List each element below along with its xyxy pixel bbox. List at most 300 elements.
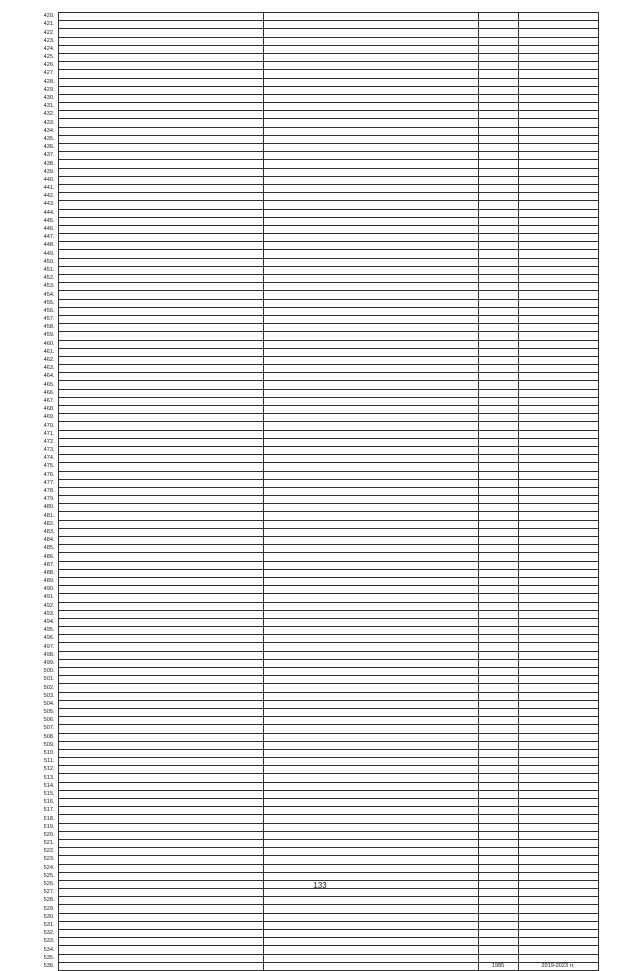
work-description-cell [263,684,478,692]
row-number: 473. [43,447,55,454]
period-cell: 2019-2023 гг. [518,962,598,970]
year-cell [478,119,518,127]
year-cell [478,700,518,708]
row-number: 536. [43,962,55,969]
table-row [38,160,598,168]
period-cell [518,307,598,315]
table-row [38,111,598,119]
period-cell [518,324,598,332]
address-cell [58,184,263,192]
row-number: 485. [43,545,55,552]
address-cell [58,414,263,422]
work-description-cell [263,234,478,242]
address-cell [58,258,263,266]
row-number: 457. [43,316,55,323]
address-cell [58,373,263,381]
row-number: 428. [43,78,55,85]
row-number: 472. [43,438,55,445]
year-cell [478,430,518,438]
year-cell [478,381,518,389]
year-cell [478,37,518,45]
work-description-cell [263,111,478,119]
work-description-cell [263,553,478,561]
address-cell [58,741,263,749]
work-description-cell [263,160,478,168]
year-cell [478,749,518,757]
period-cell [518,520,598,528]
address-cell [58,266,263,274]
year-cell [478,553,518,561]
row-number: 493. [43,610,55,617]
table-row [38,815,598,823]
table-row [38,119,598,127]
row-number: 445. [43,217,55,224]
year-cell [478,790,518,798]
table-row [38,291,598,299]
period-cell [518,864,598,872]
address-cell [58,291,263,299]
table-row [38,938,598,946]
row-number: 519. [43,823,55,830]
row-number: 492. [43,602,55,609]
table-row [38,708,598,716]
address-cell [58,144,263,152]
year-cell [478,176,518,184]
address-cell [58,872,263,880]
address-cell [58,659,263,667]
work-description-cell [263,610,478,618]
address-cell [58,569,263,577]
work-table-body [38,13,598,971]
year-cell [478,225,518,233]
work-description-cell [263,758,478,766]
work-description-cell [263,577,478,585]
period-cell [518,954,598,962]
address-cell [58,94,263,102]
address-cell [58,201,263,209]
table-row [38,414,598,422]
row-number: 479. [43,496,55,503]
table-row [38,807,598,815]
period-cell [518,176,598,184]
year-cell [478,463,518,471]
address-cell [58,70,263,78]
period-cell [518,45,598,53]
address-cell [58,78,263,86]
row-number: 522. [43,848,55,855]
year-cell [478,45,518,53]
period-cell [518,250,598,258]
year-cell [478,569,518,577]
period-cell [518,365,598,373]
work-description-cell [263,807,478,815]
period-cell [518,446,598,454]
table-row [38,790,598,798]
work-description-cell [263,848,478,856]
address-cell [58,479,263,487]
period-cell [518,807,598,815]
year-cell [478,111,518,119]
period-cell [518,275,598,283]
work-description-cell [263,184,478,192]
address-cell [58,676,263,684]
row-number: 423. [43,37,55,44]
row-number: 453. [43,283,55,290]
year-cell [478,627,518,635]
row-number: 484. [43,537,55,544]
work-description-cell [263,119,478,127]
address-cell [58,528,263,536]
address-cell [58,446,263,454]
work-description-cell [263,438,478,446]
row-number: 458. [43,324,55,331]
work-description-cell [263,242,478,250]
period-cell [518,455,598,463]
address-cell [58,725,263,733]
year-cell [478,168,518,176]
work-description-cell [263,446,478,454]
address-cell [58,610,263,618]
period-cell [518,193,598,201]
period-cell [518,332,598,340]
row-number: 531. [43,921,55,928]
address-cell [58,758,263,766]
table-row [38,94,598,102]
period-cell [518,774,598,782]
row-number: 438. [43,160,55,167]
address-cell [58,512,263,520]
row-number: 462. [43,357,55,364]
year-cell [478,823,518,831]
table-row [38,561,598,569]
address-cell [58,692,263,700]
row-number: 437. [43,152,55,159]
work-description-cell [263,561,478,569]
work-description-cell [263,94,478,102]
address-cell [58,299,263,307]
address-cell [58,815,263,823]
row-number: 507. [43,725,55,732]
work-description-cell [263,594,478,602]
table-row [38,627,598,635]
row-number: 449. [43,250,55,257]
work-description-cell [263,954,478,962]
address-cell [58,365,263,373]
address-cell [58,127,263,135]
row-number: 468. [43,406,55,413]
year-cell [478,234,518,242]
address-cell [58,913,263,921]
year-cell [478,799,518,807]
row-number: 516. [43,799,55,806]
period-cell [518,905,598,913]
year-cell [478,479,518,487]
table-row [38,471,598,479]
period-cell [518,758,598,766]
year-cell [478,103,518,111]
address-cell [58,856,263,864]
year-cell [478,618,518,626]
work-description-cell [263,741,478,749]
year-cell [478,758,518,766]
row-number: 467. [43,397,55,404]
period-cell [518,135,598,143]
work-description-cell [263,717,478,725]
year-cell [478,725,518,733]
table-row [38,594,598,602]
period-cell [518,487,598,495]
year-cell: 1985 [478,962,518,970]
period-cell [518,610,598,618]
address-cell [58,823,263,831]
year-cell [478,29,518,37]
table-row [38,209,598,217]
year-cell [478,135,518,143]
work-description-cell [263,643,478,651]
table-row [38,954,598,962]
year-cell [478,504,518,512]
year-cell [478,356,518,364]
row-number: 439. [43,168,55,175]
period-cell [518,930,598,938]
row-number: 496. [43,635,55,642]
work-description-cell [263,913,478,921]
work-description-cell [263,823,478,831]
work-description-cell [263,168,478,176]
table-row [38,504,598,512]
table-row [38,45,598,53]
period-cell [518,504,598,512]
work-description-cell [263,487,478,495]
table-row [38,577,598,585]
period-cell [518,217,598,225]
work-description-cell [263,209,478,217]
period-cell [518,856,598,864]
period-cell [518,913,598,921]
year-cell [478,373,518,381]
address-cell [58,790,263,798]
period-cell [518,471,598,479]
page-number: 133 [313,881,327,890]
address-cell [58,577,263,585]
address-cell [58,700,263,708]
row-number: 433. [43,119,55,126]
year-cell [478,332,518,340]
period-cell [518,13,598,21]
work-description-cell [263,430,478,438]
year-cell [478,545,518,553]
address-cell [58,921,263,929]
table-row [38,168,598,176]
work-description-cell [263,627,478,635]
row-number: 521. [43,840,55,847]
row-number: 440. [43,176,55,183]
work-description-cell [263,946,478,954]
period-cell [518,21,598,29]
table-row [38,70,598,78]
address-cell [58,250,263,258]
table-row [38,373,598,381]
row-number: 466. [43,389,55,396]
year-cell [478,586,518,594]
work-description-cell [263,733,478,741]
row-number: 501. [43,676,55,683]
address-cell [58,930,263,938]
table-row [38,512,598,520]
table-row [38,823,598,831]
address-cell [58,135,263,143]
table-row [38,332,598,340]
year-cell [478,594,518,602]
address-cell [58,217,263,225]
year-cell [478,193,518,201]
work-description-cell [263,70,478,78]
period-cell [518,782,598,790]
year-cell [478,684,518,692]
table-row [38,53,598,61]
work-description-cell [263,21,478,29]
table-row [38,365,598,373]
work-description-cell [263,225,478,233]
row-number: 469. [43,414,55,421]
row-number: 441. [43,185,55,192]
table-row [38,930,598,938]
row-number: 497. [43,643,55,650]
period-cell [518,103,598,111]
year-cell [478,340,518,348]
work-description-cell [263,496,478,504]
work-description-cell [263,29,478,37]
address-cell [58,406,263,414]
row-number: 475. [43,463,55,470]
period-cell [518,831,598,839]
address-cell [58,397,263,405]
table-row [38,13,598,21]
year-cell [478,930,518,938]
address-cell [58,954,263,962]
address-cell [58,315,263,323]
period-cell [518,938,598,946]
row-number: 517. [43,807,55,814]
table-row [38,430,598,438]
table-row [38,733,598,741]
table-row [38,839,598,847]
address-cell [58,831,263,839]
work-description-cell [263,455,478,463]
period-cell [518,86,598,94]
table-row [38,242,598,250]
year-cell [478,209,518,217]
table-row [38,266,598,274]
work-description-cell [263,799,478,807]
work-description-cell [263,127,478,135]
year-cell [478,365,518,373]
row-number: 532. [43,930,55,937]
address-cell [58,324,263,332]
period-cell [518,340,598,348]
table-row [38,37,598,45]
table-row [38,29,598,37]
year-cell [478,520,518,528]
period-cell [518,848,598,856]
address-cell [58,283,263,291]
work-description-cell [263,618,478,626]
year-cell [478,807,518,815]
row-number: 486. [43,553,55,560]
year-cell [478,152,518,160]
row-number: 425. [43,54,55,61]
work-description-cell [263,774,478,782]
period-cell [518,749,598,757]
table-row [38,397,598,405]
table-row [38,348,598,356]
row-number: 515. [43,790,55,797]
year-cell [478,496,518,504]
work-description-cell [263,348,478,356]
table-row [38,651,598,659]
row-number: 448. [43,242,55,249]
row-number: 430. [43,95,55,102]
year-cell [478,201,518,209]
table-row [38,946,598,954]
address-cell [58,471,263,479]
period-cell [518,242,598,250]
row-number: 488. [43,569,55,576]
work-description-cell [263,406,478,414]
row-number: 471. [43,430,55,437]
period-cell [518,839,598,847]
address-cell [58,13,263,21]
period-cell [518,921,598,929]
period-cell [518,201,598,209]
row-number: 509. [43,741,55,748]
address-cell [58,275,263,283]
work-description-cell [263,864,478,872]
row-number: 478. [43,488,55,495]
address-cell [58,348,263,356]
address-cell [58,594,263,602]
row-number: 528. [43,897,55,904]
period-cell [518,62,598,70]
address-cell [58,504,263,512]
row-number: 442. [43,193,55,200]
address-cell [58,897,263,905]
work-description-cell [263,365,478,373]
address-cell [58,643,263,651]
year-cell [478,774,518,782]
work-description-cell [263,930,478,938]
table-row [38,176,598,184]
address-cell [58,340,263,348]
address-cell [58,733,263,741]
period-cell [518,78,598,86]
work-description-cell [263,422,478,430]
year-cell [478,512,518,520]
address-cell [58,168,263,176]
address-cell [58,545,263,553]
row-number: 420. [43,13,55,20]
row-number: 511. [44,758,55,765]
table-row [38,528,598,536]
year-cell [478,348,518,356]
address-cell [58,774,263,782]
period-cell [518,790,598,798]
year-cell [478,299,518,307]
row-number: 465. [43,381,55,388]
work-description-cell [263,397,478,405]
work-description-cell [263,86,478,94]
table-row [38,537,598,545]
